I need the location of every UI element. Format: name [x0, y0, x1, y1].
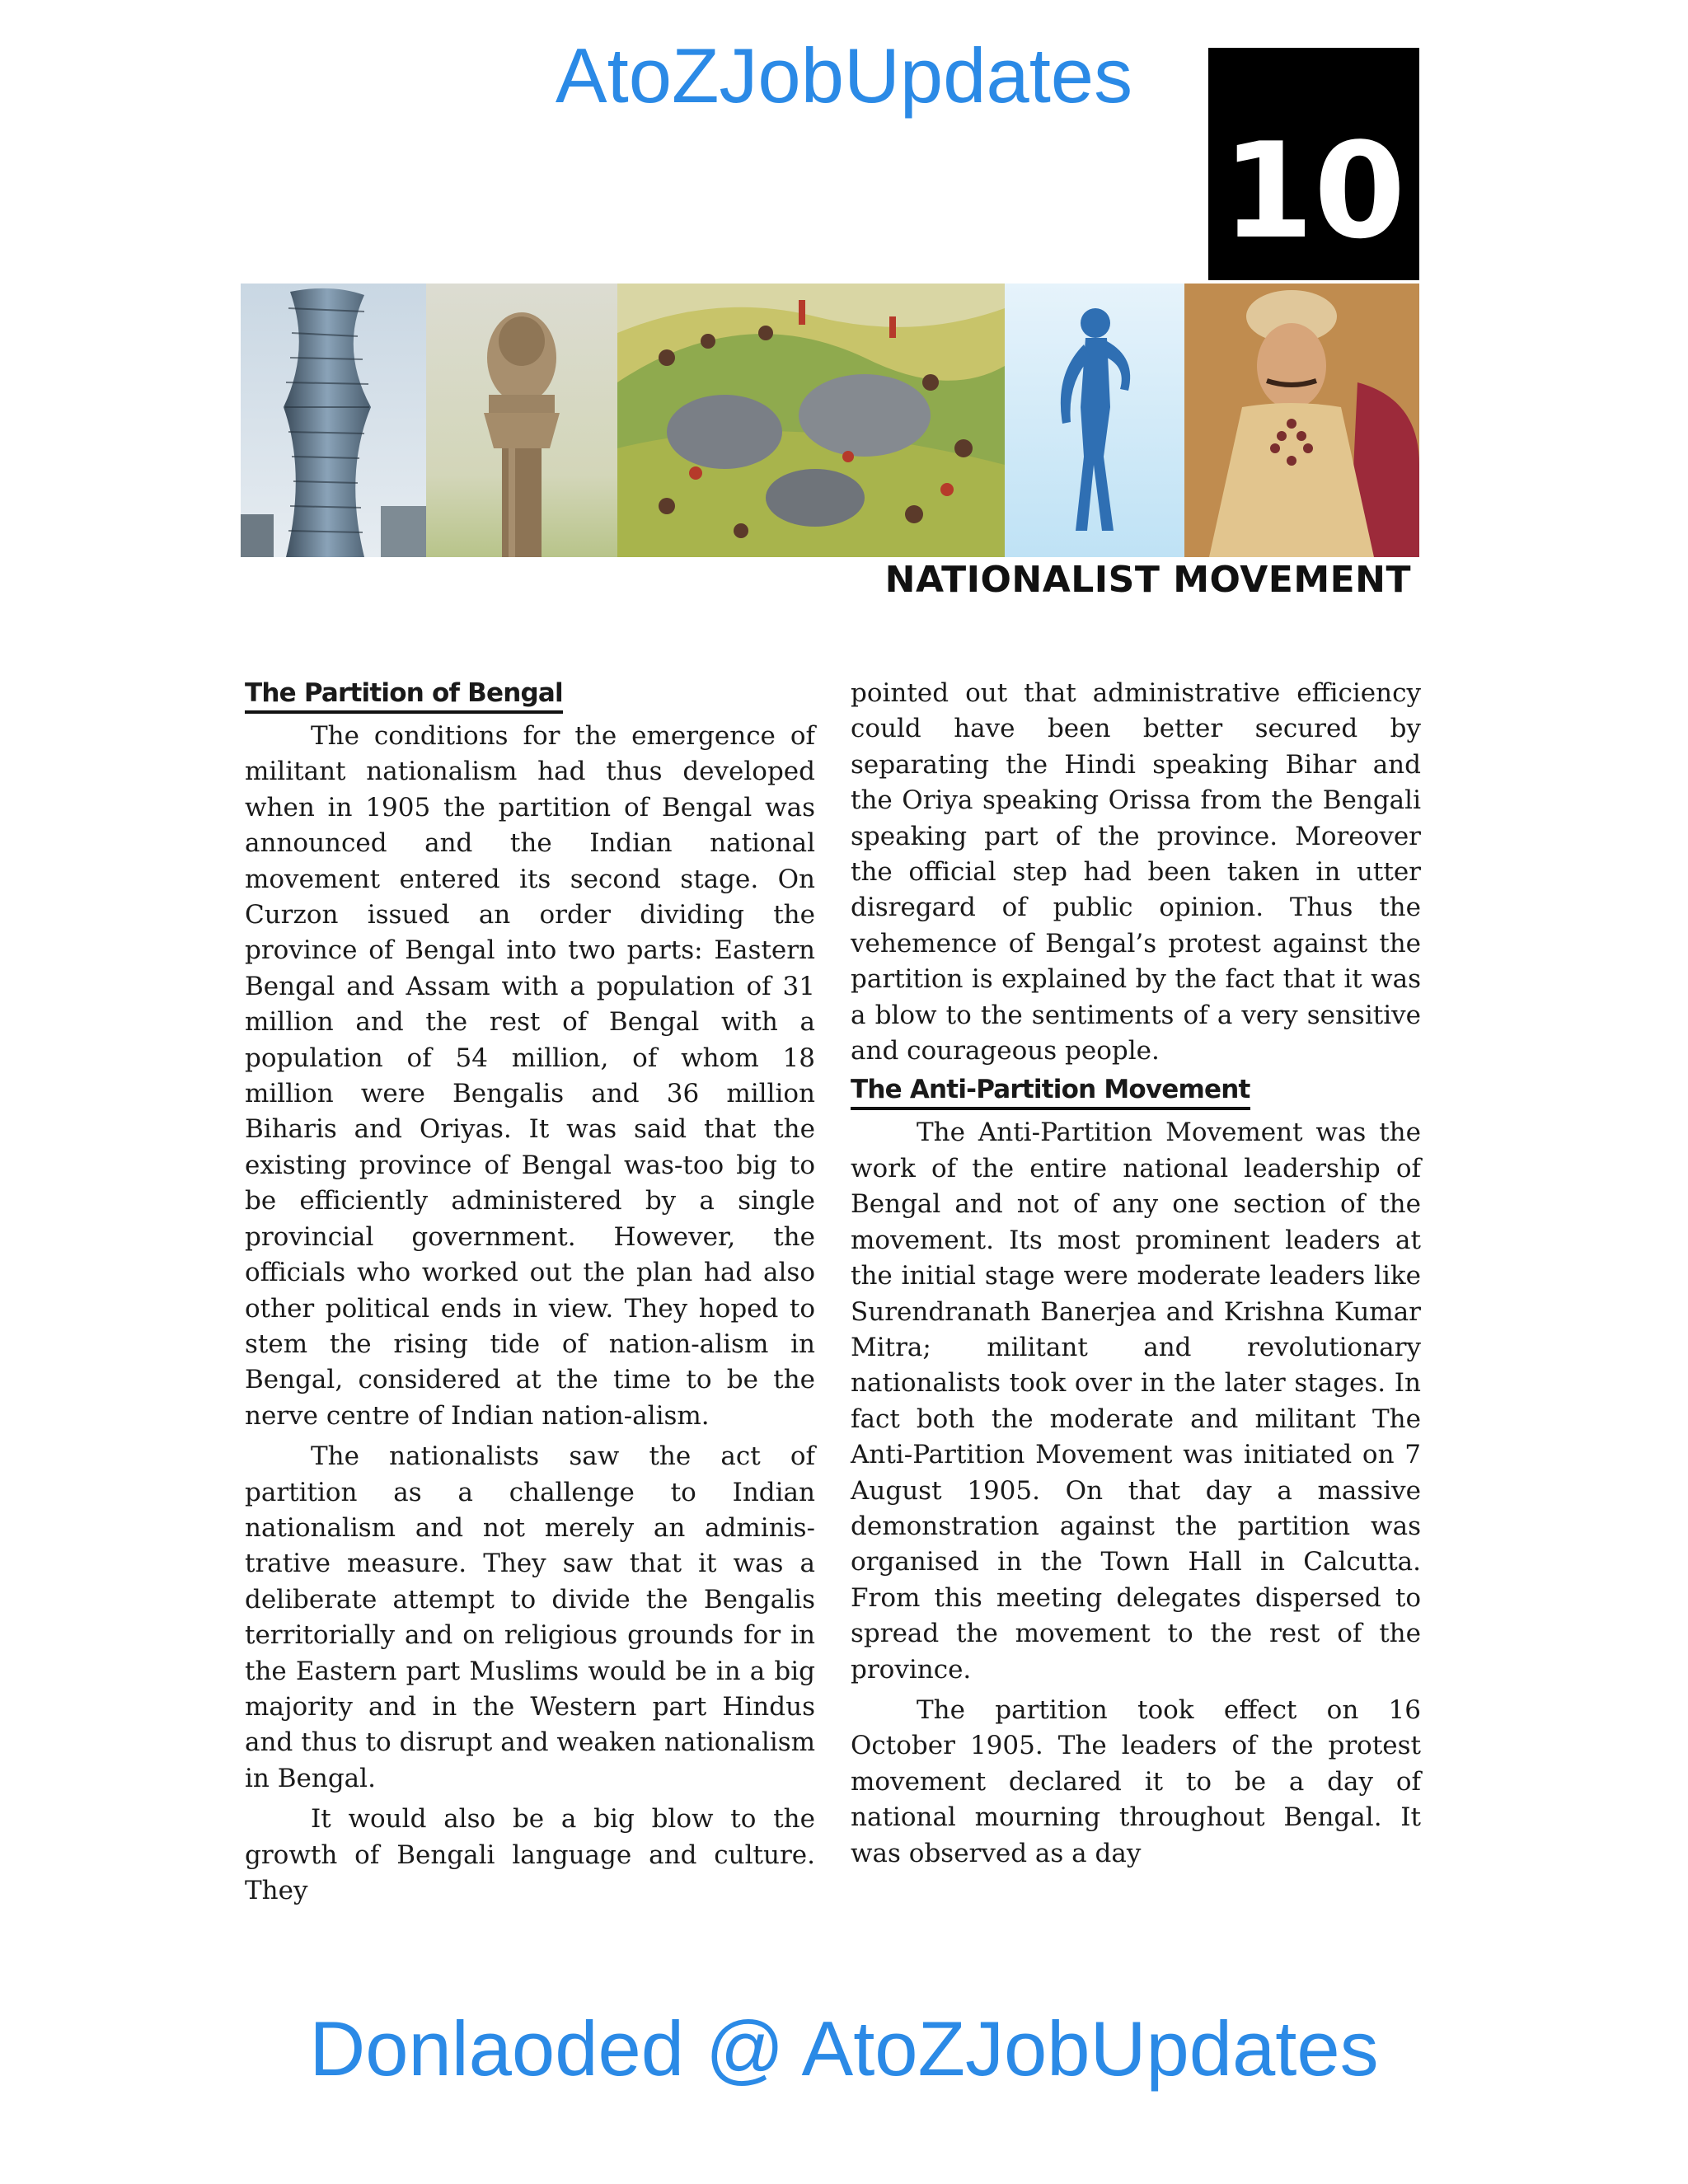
heading-partition-of-bengal: The Partition of Bengal: [245, 677, 563, 714]
battle-miniature-painting-image: [617, 284, 1005, 557]
paragraph: The nationalists saw the act of partition as a challenge to Indian nationalism and not merely an adminis-trative measure. They saw that it was a deliberate attempt to divide the Bengalis territorially and on religious grounds for in the Eastern part Muslims would be in a big majority and in the Western part Hindus and thus to disrupt and weaken nationalism in Bengal.: [245, 1441, 815, 1793]
heading-anti-partition-movement: The Anti-Partition Movement: [851, 1074, 1250, 1110]
paragraph: The Anti-Partition Movement was the work of the entire national leadership of Bengal and not of any one section of the movement. Its most prominent leaders at the initial stage were moderate leaders like Surendranath Banerjea and Krishna Kumar Mitra; militant and revolutionary nationalists took over in the later stages. In fact both the moderate and militant The Anti-Partition Movement was initiated on 7 August 1905. On that day a massive demonstration against the partition was organised in the Town Hall in Calcutta. From this meeting delegates dispersed to spread the movement to the rest of the province.: [851, 1118, 1421, 1685]
right-column: [851, 676, 1421, 1872]
paragraph: It would also be a big blow to the growth of Bengali language and culture. They: [245, 1804, 815, 1905]
watermark-top: AtoZJobUpdates: [555, 32, 1133, 119]
twisted-tower-image: [241, 284, 426, 557]
chapter-banner: [241, 284, 1419, 557]
bronze-dancing-girl-image: [1005, 284, 1184, 557]
paragraph: The partition took effect on 16 October 1905. The leaders of the protest movement declared it to be a day of national mourning throughout Bengal. It was observed as a day: [851, 1694, 1421, 1868]
chapter-number: 10: [1208, 48, 1419, 280]
watermark-bottom: Donlaoded @ AtoZJobUpdates: [309, 2005, 1379, 2092]
paragraph-continuation: pointed out that administrative efficiency could have been better secured by separating the Hindi speaking Bihar and the Oriya speaking Orissa from the Bengali speaking part of the province. Moreover the official step had been taken in utter disregard of public opinion. Thus the vehemence of Bengal’s protest against the partition is explained by the fact that it was a blow to the sentiments of a very sensitive and courageous people.: [851, 678, 1421, 1066]
lion-capital-pillar-image: [426, 284, 617, 557]
mughal-emperor-portrait-image: [1184, 284, 1419, 557]
section-title: NATIONALIST MOVEMENT: [884, 559, 1411, 601]
paragraph: The conditions for the emergence of militant nationalism had thus developed when in 1905 the partition of Bengal was announced and the Indian national movement entered its second stage. On Curzon issued an order dividing the province of Bengal into two parts: Eastern Bengal and Assam with a population of 31 million and the rest of Bengal with a population of 54 million, of whom 18 million were Bengalis and 36 million Biharis and Oriyas. It was said that the existing province of Bengal was-too big to be efficiently administered by a single provincial government. However, the officials who worked out the plan had also other political ends in view. They hoped to stem the rising tide of nation-alism in Bengal, considered at the time to be the nerve centre of Indian nation-alism.: [245, 721, 815, 1431]
left-column: [245, 676, 815, 1909]
